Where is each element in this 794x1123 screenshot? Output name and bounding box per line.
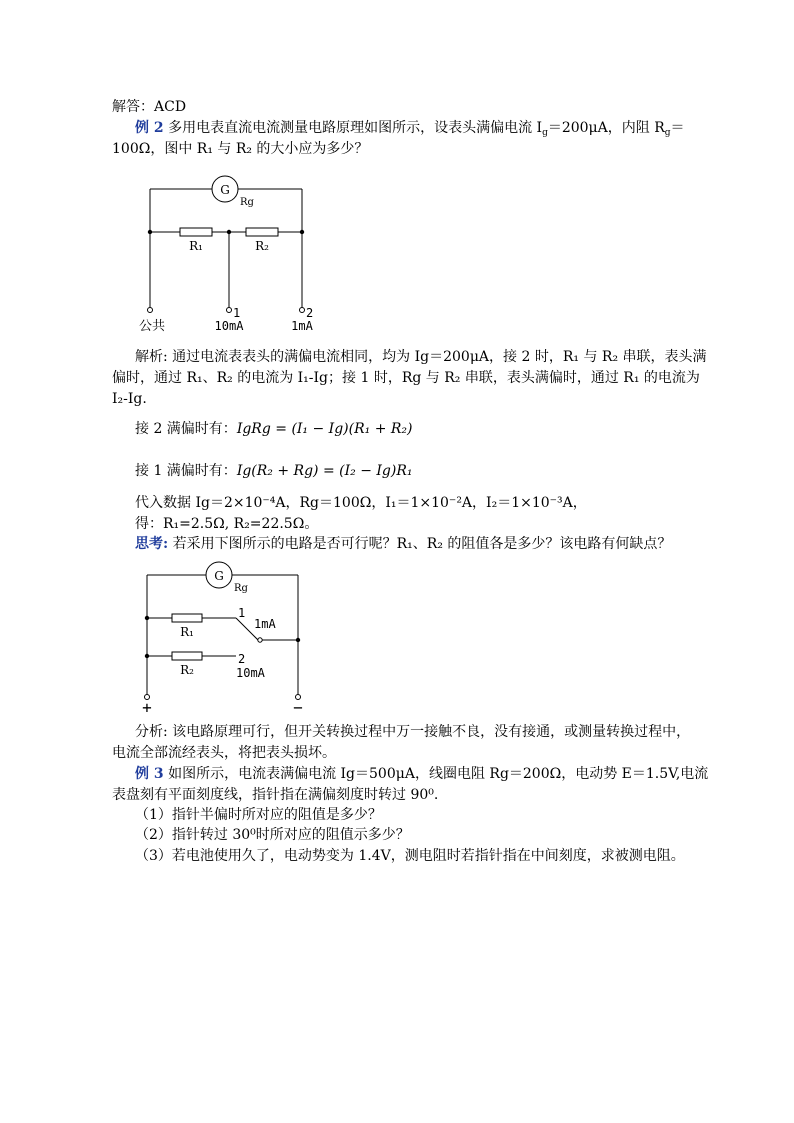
circuit1-r1-label: R₁ — [189, 239, 203, 253]
formula1: IgRg = (I₁ − Ig)(R₁ + R₂) — [236, 421, 413, 437]
circuit2-r2-label: R₂ — [180, 663, 194, 677]
result-line: 得：R₁=2.5Ω, R₂=22.5Ω。 — [135, 516, 319, 532]
plus-terminal-label: + — [142, 698, 152, 717]
example3-line2: 表盘刻有平面刻度线，指针指在满偏刻度时转过 90⁰. — [112, 787, 439, 803]
example3-question2: （2）指针转过 30⁰时所对应的阻值示多少？ — [135, 827, 410, 843]
switch-pos1-range: 1mA — [254, 617, 276, 631]
think-line — [135, 535, 695, 553]
formula2-label: 接 1 满偏时有： — [135, 463, 237, 479]
analysis-line3: I₂-Ig. — [112, 391, 147, 407]
circuit1-meter-label: G — [220, 183, 230, 197]
formula2: Ig(R₂ + Rg) = (I₂ − Ig)R₁ — [236, 463, 413, 479]
circuit1-terminal1-range: 10mA — [214, 319, 244, 333]
minus-terminal-label: − — [293, 698, 303, 717]
example2-sub-g1: g — [542, 128, 548, 138]
example2-line1 — [135, 119, 695, 142]
example2-text-e: ＝ — [670, 120, 685, 136]
analysis2-line2: 电流全部流经表头，将把表头损坏。 — [112, 745, 336, 761]
example3-label: 例 3 — [135, 766, 164, 782]
circuit2-r1-label: R₁ — [180, 625, 194, 639]
circuit1-terminal2-range: 1mA — [291, 319, 313, 333]
think-text: 若采用下图所示的电路是否可行呢？R₁、R₂ 的阻值各是多少？该电路有何缺点？ — [168, 536, 672, 552]
analysis-line1: 解析: 通过电流表表头的满偏电流相同，均为 Ig＝200μA，接 2 时，R₁ 与 R₂ 串联，表头满 — [135, 349, 707, 365]
analysis-line2: 偏时，通过 R₁、R₂ 的电流为 I₁-Ig；接 1 时，Rg 与 R₂ 串联，表头满偏时，通过 R₁ 的电流为 — [112, 370, 700, 386]
circuit1-terminal2-num: 2 — [306, 306, 314, 320]
example2-line2: 100Ω，图中 R₁ 与 R₂ 的大小应为多少？ — [112, 141, 369, 157]
example2-text-a: 多用电表直流电流测量电路原理如图所示，设表头满偏电流 I — [163, 120, 543, 136]
formula1-line — [135, 420, 695, 438]
circuit1-rg-label: Rg — [240, 197, 254, 208]
circuit2-rg-label: Rg — [234, 583, 248, 594]
formula1-label: 接 2 满偏时有： — [135, 421, 237, 437]
circuit1-terminal1-num: 1 — [233, 306, 241, 320]
analysis2-line1: 分析: 该电路原理可行，但开关转换过程中万一接触不良，没有接通，或测量转换过程中， — [135, 724, 691, 740]
example3-line1 — [135, 765, 709, 783]
example3-text1: 如图所示，电流表满偏电流 Ig＝500μA，线圈电阻 Rg＝200Ω，电动势 E＝1.5V,电流 — [163, 766, 709, 782]
switch-pos1-num: 1 — [238, 606, 246, 620]
formula2-line — [135, 462, 695, 480]
substitute-line: 代入数据 Ig＝2×10⁻⁴A，Rg＝100Ω，I₁＝1×10⁻²A，I₂＝1×10⁻³A， — [135, 495, 587, 511]
circuit1-common-label: 公共 — [138, 319, 166, 334]
think-label: 思考: — [135, 536, 169, 552]
switch-pos2-range: 10mA — [236, 666, 265, 680]
example2-label: 例 2 — [135, 120, 164, 136]
example3-question3: （3）若电池使用久了，电动势变为 1.4V，测电阻时若指针指在中间刻度，求被测电阻。 — [135, 848, 685, 864]
example2-sub-g2: g — [664, 128, 671, 138]
example2-text-c: ＝200μA，内阻 R — [547, 120, 665, 136]
switch-pos2-num: 2 — [238, 652, 246, 666]
circuit1-r2-label: R₂ — [255, 239, 269, 253]
circuit2-meter-label: G — [214, 569, 224, 583]
example3-question1: （1）指针半偏时所对应的阻值是多少？ — [135, 807, 382, 823]
answer-line: 解答：ACD — [112, 99, 187, 115]
